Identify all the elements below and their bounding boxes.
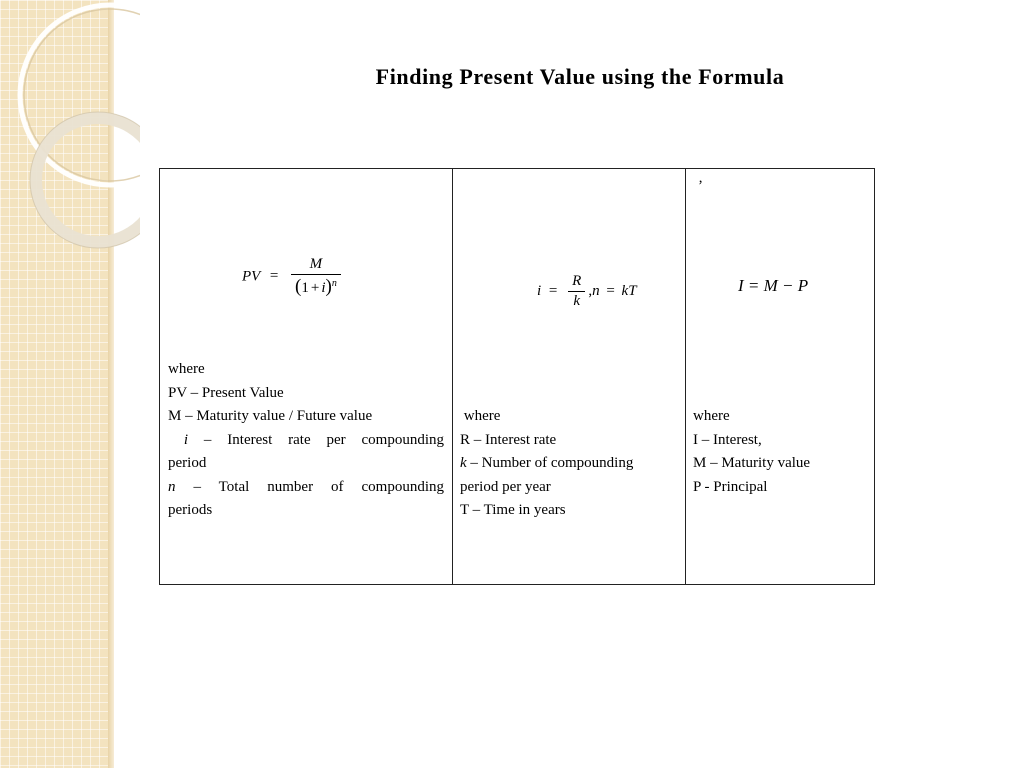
interest-cell <box>686 169 875 585</box>
formula-table <box>159 168 875 585</box>
present-value-description: where PV – Present Value M – Maturity value / Future value i – Interest rate per compounding period n – Total number of compounding periods <box>168 361 444 518</box>
interest-rate-formula: i = $\frac{R}{k}$ ,n = kT <box>537 273 637 309</box>
interest-rate-description: where R – Interest rate k – Number of compounding period per year T – Time in years <box>460 408 634 518</box>
interest-rate-cell <box>453 169 686 585</box>
page-title: Finding Present Value using the Formula <box>375 64 785 89</box>
present-value-cell <box>160 169 453 585</box>
interest-description: where I – Interest, M – Maturity value P - Principal <box>693 408 811 495</box>
decorative-rings <box>0 0 140 260</box>
present-value-formula: PV = $\frac{M}{(1 + i)^n}$ <box>242 256 344 298</box>
interest-formula: I = M − P <box>738 276 809 295</box>
stray-mark: ’ <box>698 178 703 194</box>
